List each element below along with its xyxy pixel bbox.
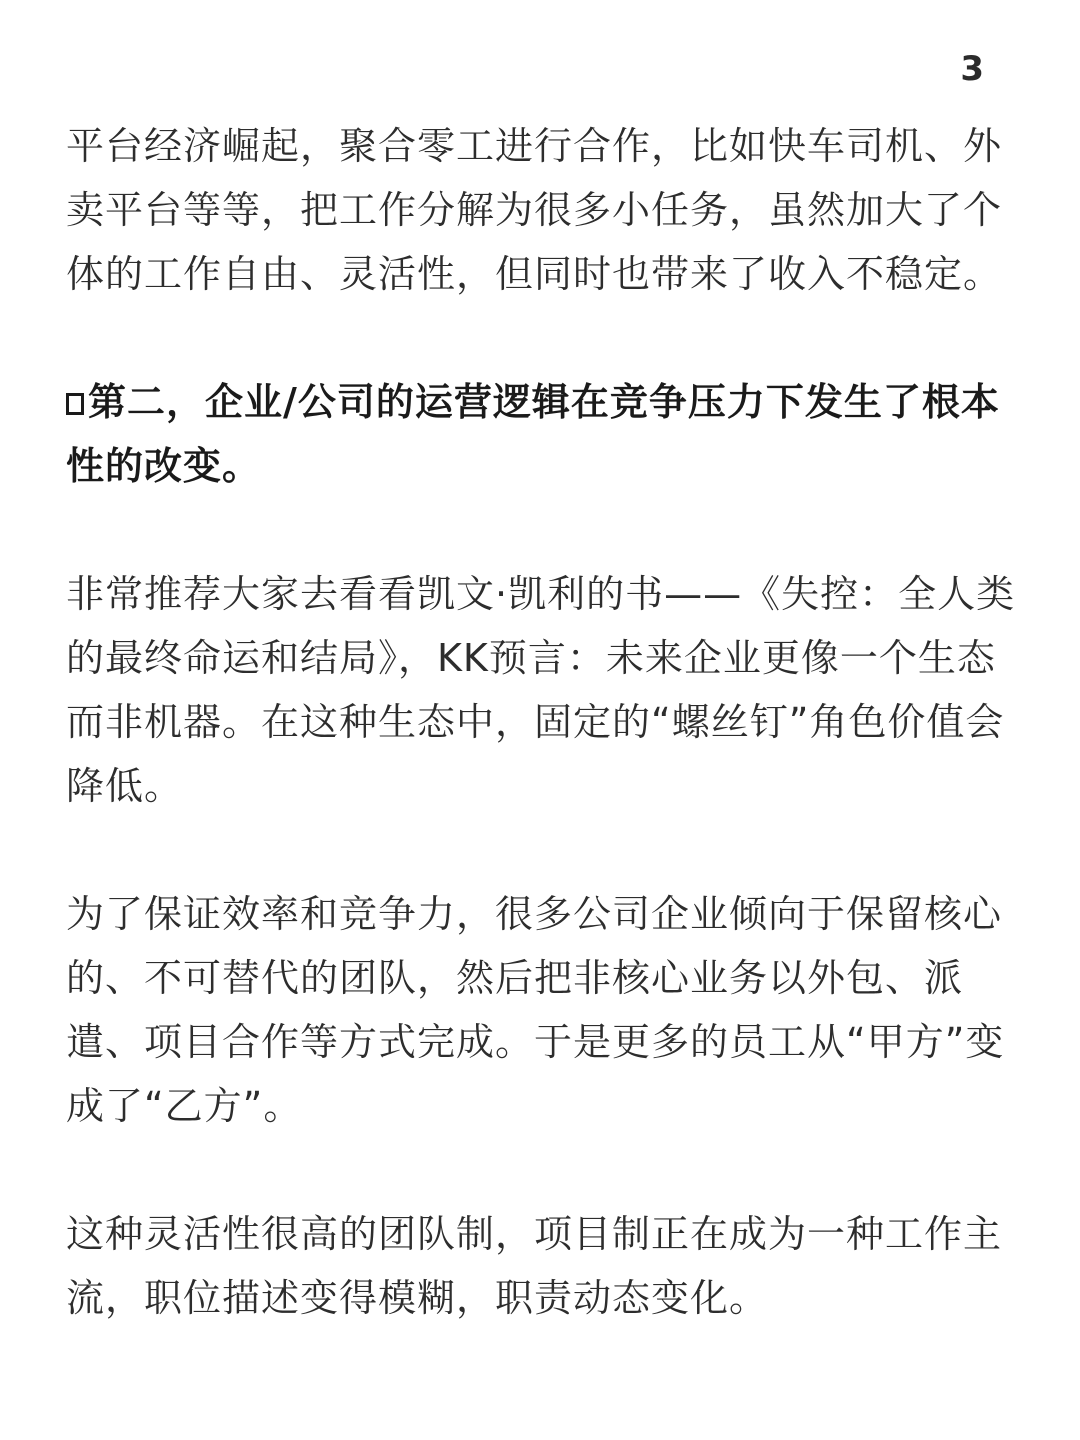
paragraph-outsourcing: 为了保证效率和竞争力，很多公司企业倾向于保留核心的、不可替代的团队，然后把非核心业务以外包、派遣、项目合作等方式完成。于是更多的员工从“甲方”变成了“乙方”。 — [66, 892, 1005, 1128]
paragraph-team-system: 这种灵活性很高的团队制，项目制正在成为一种工作主流，职位描述变得模糊，职责动态变化。 — [66, 1212, 1003, 1320]
checkbox-square-icon — [66, 393, 84, 415]
section-heading-text: 第二，企业/公司的运营逻辑在竞争压力下发生了根本性的改变。 — [66, 380, 1000, 488]
page-number: 3 — [960, 49, 984, 89]
paragraph-platform-economy: 平台经济崛起，聚合零工进行合作，比如快车司机、外卖平台等等，把工作分解为很多小任务，虽然加大了个体的工作自由、灵活性，但同时也带来了收入不稳定。 — [66, 124, 1003, 296]
article-body — [66, 114, 1016, 1330]
section-heading — [66, 370, 1016, 498]
paragraph-book-recommendation: 非常推荐大家去看看凯文·凯利的书——《失控：全人类的最终命运和结局》，KK预言：未来企业更像一个生态而非机器。在这种生态中，固定的“螺丝钉”角色价值会降低。 — [66, 572, 1016, 808]
